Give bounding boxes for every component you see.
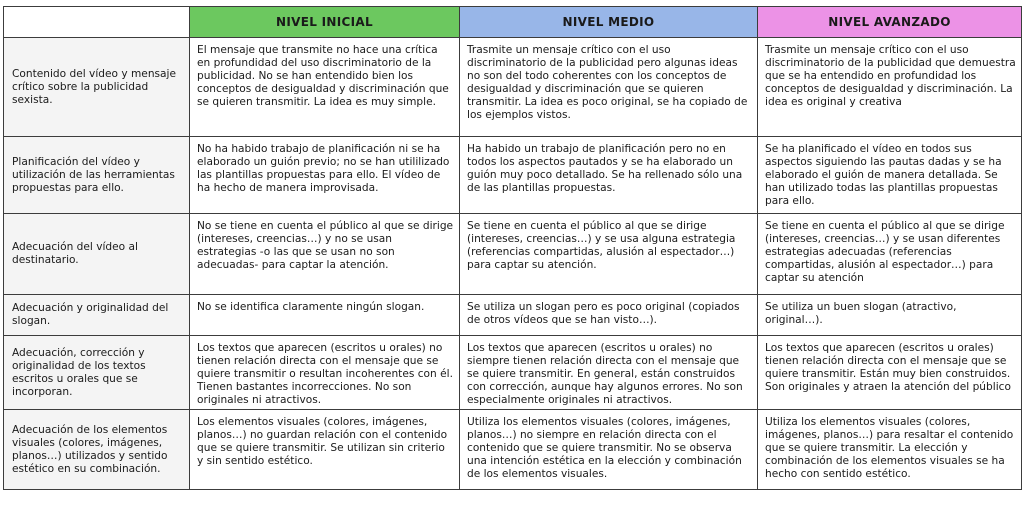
criterion-cell: Adecuación y originalidad del slogan. [4,295,190,336]
inicial-cell: Los elementos visuales (colores, imágenes, planos…) no guardan relación con el contenido que se quiere transmitir. Se utilizan sin criterio y sin sentido estético. [190,410,460,490]
inicial-cell: No se identifica claramente ningún slogan. [190,295,460,336]
header-nivel-avanzado: NIVEL AVANZADO [758,7,1022,38]
inicial-cell: No ha habido trabajo de planificación ni se ha elaborado un guión previo; no se han utililizado las plantillas propuestas para ello. El vídeo de ha hecho de manera improvisada. [190,137,460,214]
criterion-cell: Adecuación de los elementos visuales (colores, imágenes, planos…) utilizados y sentido estético en su combinación. [4,410,190,490]
table-row [4,295,1022,336]
table-row [4,38,1022,137]
medio-cell: Trasmite un mensaje crítico con el uso discriminatorio de la publicidad pero algunas ideas no son del todo coherentes con los conceptos de desigualdad y discriminación que se quieren transmitir. La idea es poco original, se ha copiado de los ejemplos vistos. [460,38,758,137]
criterion-cell: Adecuación, corrección y originalidad de los textos escritos u orales que se incorporan. [4,336,190,410]
table-row [4,336,1022,410]
rubric-table [3,6,1022,490]
medio-cell: Ha habido un trabajo de planificación pero no en todos los aspectos pautados y se ha elaborado un guión muy poco detallado. Se ha rellenado sólo una de las plantillas propuestas. [460,137,758,214]
avanzado-cell: Se utiliza un buen slogan (atractivo, original…). [758,295,1022,336]
medio-cell: Utiliza los elementos visuales (colores, imágenes, planos…) no siempre en relación directa con el contenido que se quiere transmitir. No se observa una intención estética en la elección y combinación de los elementos visuales. [460,410,758,490]
medio-cell: Se tiene en cuenta el público al que se dirige (intereses, creencias…) y se usa alguna estrategia (referencias compartidas, alusión al espectador…) para captar su atención. [460,214,758,295]
inicial-cell: No se tiene en cuenta el público al que se dirige (intereses, creencias…) y no se usan estrategias -o las que se usan no son adecuadas- para captar la atención. [190,214,460,295]
medio-cell: Se utiliza un slogan pero es poco original (copiados de otros vídeos que se han visto…). [460,295,758,336]
criterion-cell: Adecuación del vídeo al destinatario. [4,214,190,295]
avanzado-cell: Se tiene en cuenta el público al que se dirige (intereses, creencias…) y se usan diferentes estrategias adecuadas (referencias compartidas, alusión al espectador…) para captar su atención [758,214,1022,295]
header-nivel-inicial: NIVEL INICIAL [190,7,460,38]
avanzado-cell: Los textos que aparecen (escritos u orales) tienen relación directa con el mensaje que se quiere transmitir. Están muy bien construidos. Son originales y atraen la atención del público [758,336,1022,410]
criterion-cell: Contenido del vídeo y mensaje crítico sobre la publicidad sexista. [4,38,190,137]
header-nivel-medio: NIVEL MEDIO [460,7,758,38]
header-row [4,7,1022,38]
table-row [4,214,1022,295]
avanzado-cell: Trasmite un mensaje crítico con el uso discriminatorio de la publicidad que demuestra que se ha entendido en profundidad los conceptos de desigualdad y discriminación. La idea es original y creativa [758,38,1022,137]
inicial-cell: El mensaje que transmite no hace una crítica en profundidad del uso discriminatorio de la publicidad. No se han entendido bien los conceptos de desigualdad y discriminación que se quieren transmitir. La idea es muy simple. [190,38,460,137]
table-row [4,410,1022,490]
table-row [4,137,1022,214]
header-corner-cell [4,7,190,38]
inicial-cell: Los textos que aparecen (escritos u orales) no tienen relación directa con el mensaje que se quiere transmitir o resultan incoherentes con él. Tienen bastantes incorrecciones. No son originales ni atractivos. [190,336,460,410]
medio-cell: Los textos que aparecen (escritos u orales) no siempre tienen relación directa con el mensaje que se quiere transmitir. En general, están construidos con corrección, aunque hay algunos errores. No son especialmente originales ni atractivos. [460,336,758,410]
avanzado-cell: Se ha planificado el vídeo en todos sus aspectos siguiendo las pautas dadas y se ha elaborado el guión de manera detallada. Se han utilizado todas las plantillas propuestas para ello. [758,137,1022,214]
avanzado-cell: Utiliza los elementos visuales (colores, imágenes, planos…) para resaltar el contenido que se quiere transmitir. La elección y combinación de los elementos visuales se ha hecho con sentido estético. [758,410,1022,490]
criterion-cell: Planificación del vídeo y utilización de las herramientas propuestas para ello. [4,137,190,214]
